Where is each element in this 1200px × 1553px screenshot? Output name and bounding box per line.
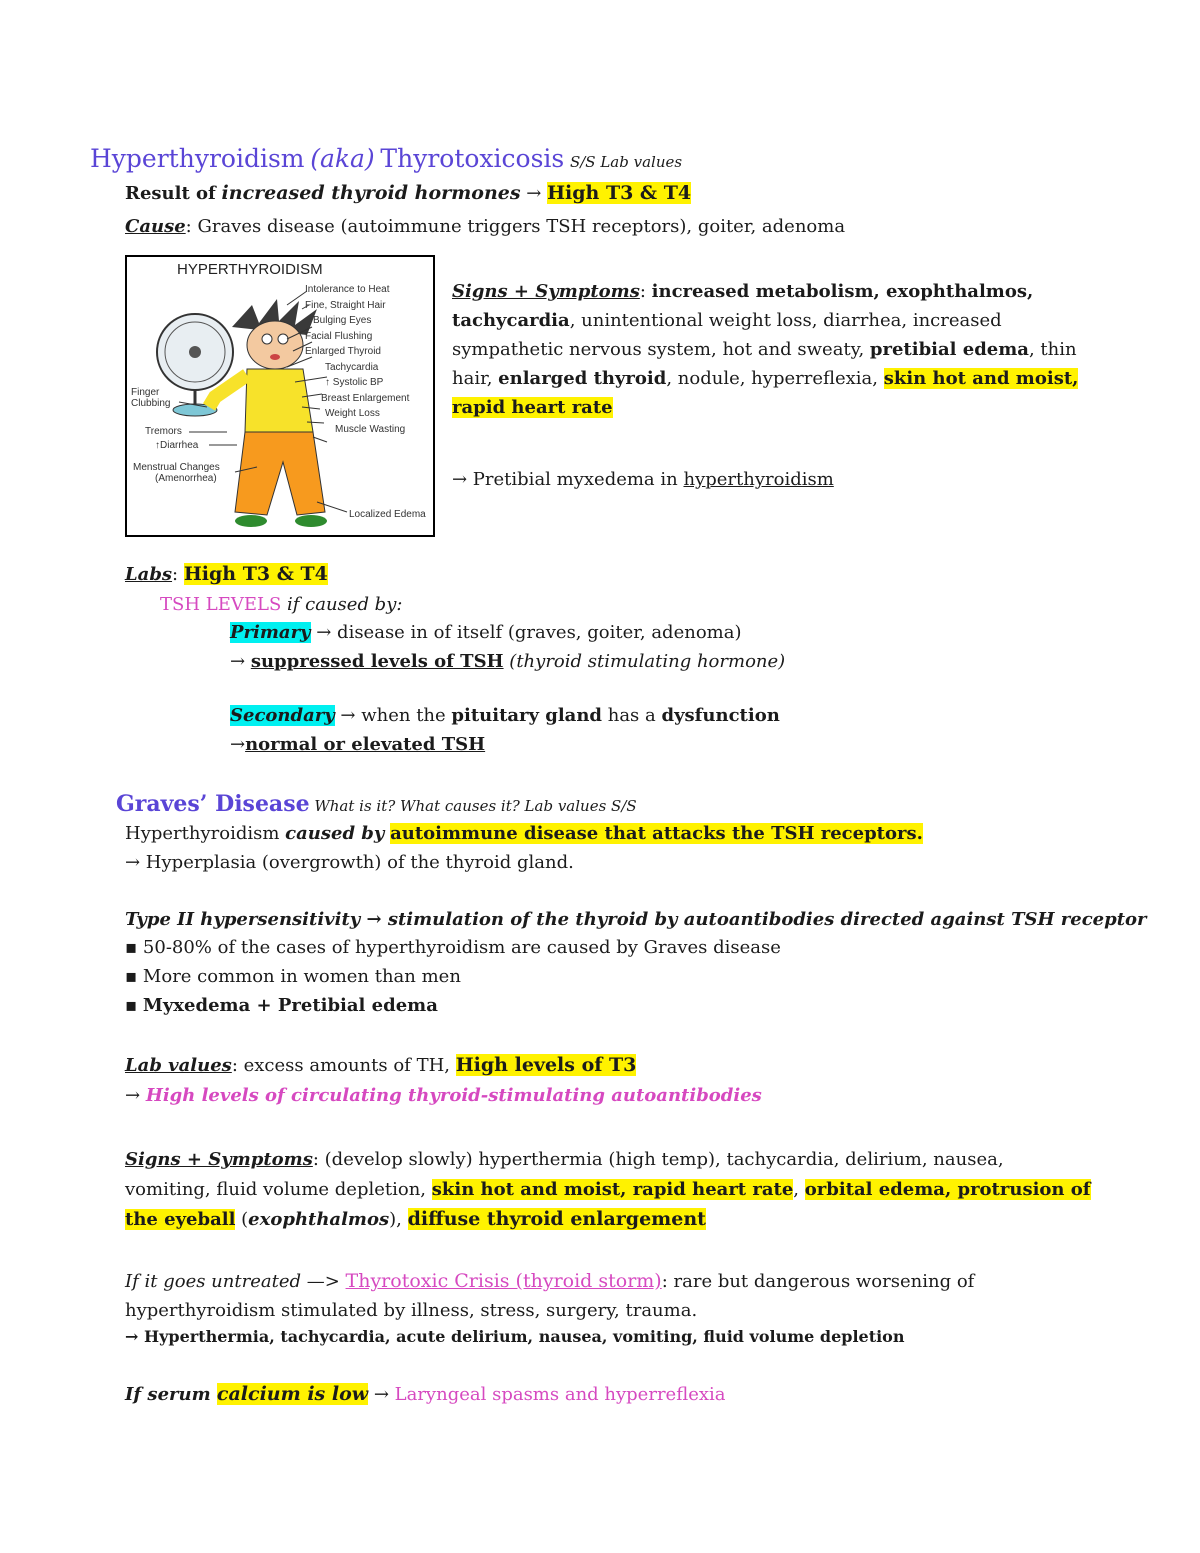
figure-title: HYPERTHYROIDISM xyxy=(177,261,323,278)
hyper-title: Hyperthyroidism xyxy=(90,144,305,173)
graves-lab-line2 xyxy=(125,1083,762,1109)
figure-label: Finger xyxy=(131,387,160,398)
crisis-link[interactable]: Thyrotoxic Crisis (thyroid storm) xyxy=(345,1270,662,1292)
graves-ss-line2 xyxy=(125,1175,1091,1204)
ss-highlight: rapid heart rate xyxy=(452,397,613,418)
ss-comma: , xyxy=(793,1179,805,1200)
primary-label: Primary xyxy=(230,622,311,643)
labs-line xyxy=(125,561,328,588)
graves-lab-line xyxy=(125,1052,636,1079)
secondary-label: Secondary xyxy=(230,705,335,726)
crisis-line1 xyxy=(125,1267,974,1296)
graves-line2: → Hyperplasia (overgrowth) of the thyroid gland. xyxy=(125,852,574,873)
pretibial-link: hyperthyroidism xyxy=(683,469,834,490)
calc-highlight: calcium is low xyxy=(216,1383,369,1405)
graves-bullet xyxy=(125,993,438,1019)
hyper-cause-line xyxy=(125,214,845,240)
ss-label: Signs + Symptoms xyxy=(452,281,640,302)
figure-labels-left-2 xyxy=(145,425,198,453)
ss-highlight: skin hot and moist, rapid heart rate xyxy=(431,1179,794,1200)
primary-arrow: → xyxy=(230,651,251,672)
bullet-marker: ▪ xyxy=(125,995,143,1016)
primary-tsh: suppressed levels of TSH xyxy=(250,651,504,672)
secondary-bold: pituitary gland xyxy=(451,705,603,726)
graves-highlight: autoimmune disease that attacks the TSH receptors. xyxy=(390,823,923,844)
figure-label: Menstrual Changes xyxy=(133,462,220,473)
figure-label: Tachycardia xyxy=(325,361,379,373)
graves-bullet: ▪ 50-80% of the cases of hyperthyroidism are caused by Graves disease xyxy=(125,937,781,958)
graves-text: Hyperthyroidism xyxy=(125,823,286,844)
figure-label: Facial Flushing xyxy=(305,330,373,342)
ss-text: , nodule, hyperreflexia, xyxy=(666,368,884,389)
ss-colon: : xyxy=(639,281,652,302)
ss-text: : (develop slowly) hyperthermia (high temp), tachycardia, delirium, nausea, xyxy=(312,1149,1004,1170)
result-pre: Result of xyxy=(125,183,216,204)
labs-label: Labs xyxy=(125,564,173,585)
cause-text: : Graves disease (autoimmune triggers TSH receptors), goiter, adenoma xyxy=(185,216,846,237)
ss-text: ), xyxy=(389,1209,408,1230)
ss-text: hair, xyxy=(452,368,499,389)
result-highlight: High T3 & T4 xyxy=(547,182,692,204)
lab-highlight: High levels of T3 xyxy=(455,1054,637,1076)
hyper-result-line xyxy=(125,180,691,207)
ss-highlight: diffuse thyroid enlargement xyxy=(407,1208,706,1230)
pretibial-line xyxy=(452,467,834,493)
primary-line xyxy=(230,620,741,646)
figure-label: Breast Enlargement xyxy=(321,392,410,404)
ss-highlight: skin hot and moist, xyxy=(883,368,1079,389)
figure-label: ↑ Systolic BP xyxy=(325,377,384,388)
figure-label: Tremors xyxy=(145,426,182,437)
secondary-line-2 xyxy=(230,732,485,758)
secondary-text: has a xyxy=(602,705,662,726)
ss-text: tachycardia xyxy=(452,310,570,331)
figure-label: Clubbing xyxy=(131,398,171,409)
primary-paren: (thyroid stimulating hormone) xyxy=(503,651,786,672)
graves-em: caused by xyxy=(285,823,385,844)
ss-highlight: the eyeball xyxy=(125,1209,236,1230)
labs-highlight: High T3 & T4 xyxy=(183,563,328,585)
ss-bold: exophthalmos xyxy=(248,1209,390,1230)
ss-text: enlarged thyroid xyxy=(498,368,667,389)
ss-text: sympathetic nervous system, hot and sweaty, xyxy=(452,339,870,360)
hyper-ss-line3 xyxy=(452,335,1077,364)
graves-bullet: ▪ More common in women than men xyxy=(125,966,461,987)
figure-label: Muscle Wasting xyxy=(335,423,406,435)
labs-colon: : xyxy=(172,564,184,585)
pretibial-text: → Pretibial myxedema in xyxy=(452,469,684,490)
figure-label: (Amenorrhea) xyxy=(155,473,217,484)
hyperthyroidism-illustration xyxy=(125,255,435,537)
crisis-line3: → Hyperthermia, tachycardia, acute delirium, nausea, vomiting, fluid volume depletion xyxy=(125,1327,905,1346)
figure-label: Bulging Eyes xyxy=(313,315,372,326)
lab2-arrow: → xyxy=(125,1085,146,1106)
figure-label: Enlarged Thyroid xyxy=(305,346,381,357)
primary-line-2 xyxy=(230,649,785,675)
tsh-label: TSH LEVELS xyxy=(160,594,282,615)
result-arrow: → xyxy=(520,183,548,204)
ss-highlight: orbital edema, protrusion of xyxy=(804,1179,1091,1200)
hyper-aka: (aka) xyxy=(310,144,375,173)
bullet-text: Myxedema + Pretibial edema xyxy=(142,995,438,1016)
graves-type2: Type II hypersensitivity → stimulation of the thyroid by autoantibodies directed against TSH receptor xyxy=(125,909,1147,930)
ss-text: , unintentional weight loss, diarrhea, increased xyxy=(569,310,1002,331)
ss-label: Signs + Symptoms xyxy=(125,1149,313,1170)
hyper-ss-line4 xyxy=(452,364,1078,393)
hyper-title-note: S/S Lab values xyxy=(569,153,683,171)
tsh-rest: if caused by: xyxy=(281,594,403,615)
secondary-tsh: normal or elevated TSH xyxy=(245,734,486,755)
tsh-line xyxy=(160,592,402,618)
calc-pre: If serum xyxy=(125,1384,217,1405)
graves-title-note: What is it? What causes it? Lab values S/S xyxy=(309,797,637,815)
secondary-bold: dysfunction xyxy=(661,705,780,726)
crisis-text: : rare but dangerous worsening of xyxy=(661,1271,975,1292)
calc-arrow: → xyxy=(368,1384,395,1405)
lab2-text: High levels of circulating thyroid-stimulating autoantibodies xyxy=(145,1085,762,1106)
ss-text: , thin xyxy=(1028,339,1077,360)
secondary-text: → when the xyxy=(334,705,452,726)
lab-text: : excess amounts of TH, xyxy=(231,1055,456,1076)
result-em: increased thyroid hormones xyxy=(221,182,521,204)
ss-text: pretibial edema xyxy=(869,339,1029,360)
graves-title: Graves’ Disease xyxy=(116,791,310,817)
primary-text: → disease in of itself (graves, goiter, adenoma) xyxy=(310,622,742,643)
ss-text: vomiting, fluid volume depletion, xyxy=(125,1179,432,1200)
ss-text: ( xyxy=(235,1209,249,1230)
figure-label: Intolerance to Heat xyxy=(305,284,390,295)
hyper-heading xyxy=(90,143,682,178)
crisis-line2: hyperthyroidism stimulated by illness, stress, surgery, trauma. xyxy=(125,1300,698,1321)
secondary-arrow: → xyxy=(230,734,246,755)
figure-label: Localized Edema xyxy=(349,509,426,520)
ss-text: increased metabolism, exophthalmos, xyxy=(651,281,1034,302)
figure-labels-right xyxy=(305,282,409,437)
figure-label: Fine, Straight Hair xyxy=(305,299,386,311)
calcium-line xyxy=(125,1380,726,1409)
crisis-pre: If it goes untreated —> xyxy=(125,1271,346,1292)
hyper-ss-line2 xyxy=(452,306,1002,335)
hyper-title-alt: Thyrotoxicosis xyxy=(380,144,565,173)
lab-label: Lab values xyxy=(125,1055,232,1076)
calc-pink: Laryngeal spasms and hyperreflexia xyxy=(394,1384,726,1405)
hyper-ss-line1 xyxy=(452,277,1033,306)
graves-ss-line1 xyxy=(125,1145,1004,1174)
graves-ss-line3 xyxy=(125,1205,706,1234)
graves-line1 xyxy=(125,821,923,847)
figure-label: Weight Loss xyxy=(325,408,380,419)
hyper-ss-line5 xyxy=(452,393,613,422)
figure-labels-left xyxy=(131,387,170,409)
figure-label: ↑Diarrhea xyxy=(155,440,199,451)
figure-labels-left-3 xyxy=(133,462,220,484)
secondary-line xyxy=(230,703,780,729)
cause-label: Cause xyxy=(125,216,186,237)
graves-heading xyxy=(116,788,637,822)
